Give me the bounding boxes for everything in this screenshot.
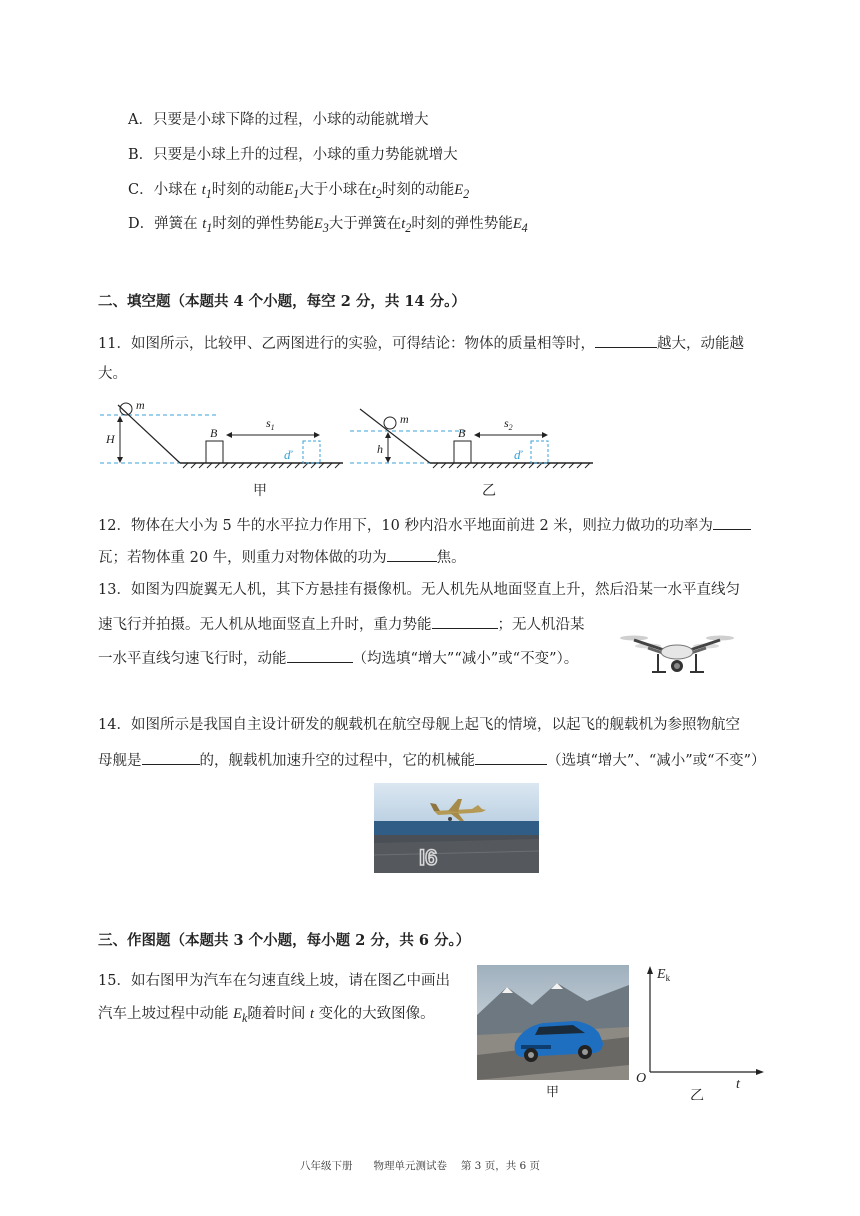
option-a xyxy=(128,110,428,130)
height-label: h xyxy=(377,442,383,456)
option-c xyxy=(128,180,469,204)
question-text: 瓦；若物体重 20 牛，则重力对物体做的功为 xyxy=(98,550,387,566)
math-var: E xyxy=(454,182,464,198)
ball-icon xyxy=(384,417,396,429)
arrow-head xyxy=(117,416,123,422)
question-13: 13．如图为四旋翼无人机，其下方悬挂有摄像机。无人机先从地面竖直上升，然后沿某一水平直线匀 xyxy=(98,582,740,598)
x-axis-label: t xyxy=(736,1077,740,1092)
math-sub: 1 xyxy=(205,186,212,201)
math-var: t xyxy=(202,216,207,232)
option-text: 时刻的动能 xyxy=(381,182,455,198)
answer-blank[interactable] xyxy=(432,614,498,629)
block-b xyxy=(454,441,471,463)
math-sub: 4 xyxy=(521,220,528,235)
question-text: 焦。 xyxy=(436,550,466,566)
question-14: 14．如图所示是我国自主设计研发的舰载机在航空母舰上起飞的情境，以起飞的舰载机为参照物航空 xyxy=(98,717,740,733)
question-text: 母舰是 xyxy=(98,753,142,769)
math-var: t xyxy=(309,1006,314,1022)
question-14-cont xyxy=(98,750,765,771)
question-15-cont xyxy=(98,1004,435,1028)
option-text: 只要是小球下降的过程，小球的动能就增大 xyxy=(152,112,429,128)
option-text: 时刻的弹性势能 xyxy=(212,216,314,232)
question-text: 随着时间 xyxy=(247,1006,310,1022)
y-axis-label: $E_k$ xyxy=(657,967,671,983)
option-text: 大于弹簧在 xyxy=(328,216,402,232)
ramp xyxy=(360,409,430,463)
math-var: E xyxy=(512,216,522,232)
figure-caption: 甲 xyxy=(253,483,267,499)
arrow-head xyxy=(385,457,391,463)
arrow-head xyxy=(647,966,653,974)
page-footer: 八年级下册 物理单元测试卷 第 3 页，共 6 页 xyxy=(300,1160,541,1172)
figure-caption: 乙 xyxy=(690,1088,704,1100)
question-15: 15．如右图甲为汽车在匀速直线上坡，请在图乙中画出 xyxy=(98,973,450,989)
question-11 xyxy=(98,333,744,354)
question-12-cont xyxy=(98,547,466,568)
car-uphill-image xyxy=(477,965,629,1080)
answer-blank[interactable] xyxy=(142,750,200,765)
drone-icon xyxy=(614,628,740,680)
answer-blank[interactable] xyxy=(475,750,547,765)
answer-blank[interactable] xyxy=(287,648,353,663)
question-13-cont2 xyxy=(98,648,578,669)
answer-blank[interactable] xyxy=(595,333,657,348)
option-b xyxy=(128,145,458,165)
ramp-experiment-figure xyxy=(98,395,598,500)
option-label: B． xyxy=(128,147,154,163)
question-text: 越大，动能越 xyxy=(656,336,744,352)
option-text: 大于小球在 xyxy=(299,182,372,198)
deck-number-icon: I6 xyxy=(419,845,438,870)
math-sub: 2 xyxy=(463,186,470,201)
option-label: A． xyxy=(128,112,153,128)
option-text: 弹簧在 xyxy=(154,216,198,232)
math-var: E xyxy=(313,216,323,232)
height-label: H xyxy=(106,432,115,446)
origin-label: O xyxy=(636,1071,647,1086)
distance-label: $s_1$ xyxy=(266,416,275,432)
section-title: 二、填空题（本题共 4 个小题，每空 2 分，共 14 分。） xyxy=(98,293,466,310)
math-sub: 2 xyxy=(375,186,382,201)
ramp xyxy=(118,405,180,463)
question-text: 11．如图所示，比较甲、乙两图进行的实验，可得结论：物体的质量相等时， xyxy=(98,336,595,352)
math-var: t xyxy=(201,182,206,198)
math-var: E xyxy=(233,1006,242,1022)
question-text: 汽车上坡过程中动能 xyxy=(98,1006,234,1022)
arrow-head xyxy=(226,432,232,438)
arrow-head xyxy=(314,432,320,438)
block-label: B xyxy=(458,426,466,440)
option-text: 时刻的动能 xyxy=(211,182,285,198)
math-sub: 3 xyxy=(322,220,329,235)
mass-label: m xyxy=(400,412,409,426)
ek-time-axes xyxy=(630,960,775,1100)
block-moved xyxy=(303,441,320,463)
option-label: D． xyxy=(128,216,155,232)
option-label: C． xyxy=(128,182,154,198)
mass-label: m xyxy=(136,398,145,412)
figure-caption: 甲 xyxy=(546,1085,560,1100)
question-text: 变化的大致图像。 xyxy=(313,1006,435,1022)
option-text: 只要是小球上升的过程，小球的重力势能就增大 xyxy=(153,147,458,163)
answer-blank[interactable] xyxy=(713,515,751,530)
question-12 xyxy=(98,515,751,536)
question-13-cont xyxy=(98,614,585,635)
block-moved xyxy=(531,441,548,463)
aircraft-carrier-image xyxy=(374,783,539,873)
arrow-head xyxy=(756,1069,764,1075)
math-var: t xyxy=(401,216,406,232)
arrow-head xyxy=(474,432,480,438)
arrow-head xyxy=(542,432,548,438)
option-d xyxy=(128,214,528,238)
section-title: 三、作图题（本题共 3 个小题，每小题 2 分，共 6 分。） xyxy=(98,932,471,949)
question-text: 的，舰载机加速升空的过程中，它的机械能 xyxy=(199,753,475,769)
arrow-ghost-icon: ď xyxy=(514,447,522,462)
math-var: E xyxy=(284,182,294,198)
math-var: t xyxy=(371,182,376,198)
math-sub: 1 xyxy=(293,186,300,201)
question-text: （选填“增大”、“减小”或“不变”） xyxy=(547,753,766,769)
question-text: 速飞行并拍摄。无人机从地面竖直上升时，重力势能 xyxy=(98,617,432,633)
question-text: 12．物体在大小为 5 牛的水平拉力作用下，10 秒内沿水平地面前进 2 米，则拉力做功的功率为 xyxy=(98,518,713,534)
question-text: （均选填“增大”“减小”或“不变”）。 xyxy=(352,651,579,667)
math-sub: 2 xyxy=(405,220,412,235)
question-text: ；无人机沿某 xyxy=(497,617,585,633)
math-sub: 1 xyxy=(206,220,213,235)
math-sub: k xyxy=(241,1010,248,1025)
block-label: B xyxy=(210,426,218,440)
option-text: 小球在 xyxy=(153,182,198,198)
option-text: 时刻的弹性势能 xyxy=(411,216,513,232)
distance-label: $s_2$ xyxy=(504,416,513,432)
arrow-ghost-icon: ď xyxy=(284,447,292,462)
question-11-cont: 大。 xyxy=(98,366,127,382)
block-b xyxy=(206,441,223,463)
question-text: 一水平直线匀速飞行时，动能 xyxy=(98,651,287,667)
answer-blank[interactable] xyxy=(387,547,437,562)
figure-caption: 乙 xyxy=(482,483,496,499)
arrow-head xyxy=(117,457,123,463)
